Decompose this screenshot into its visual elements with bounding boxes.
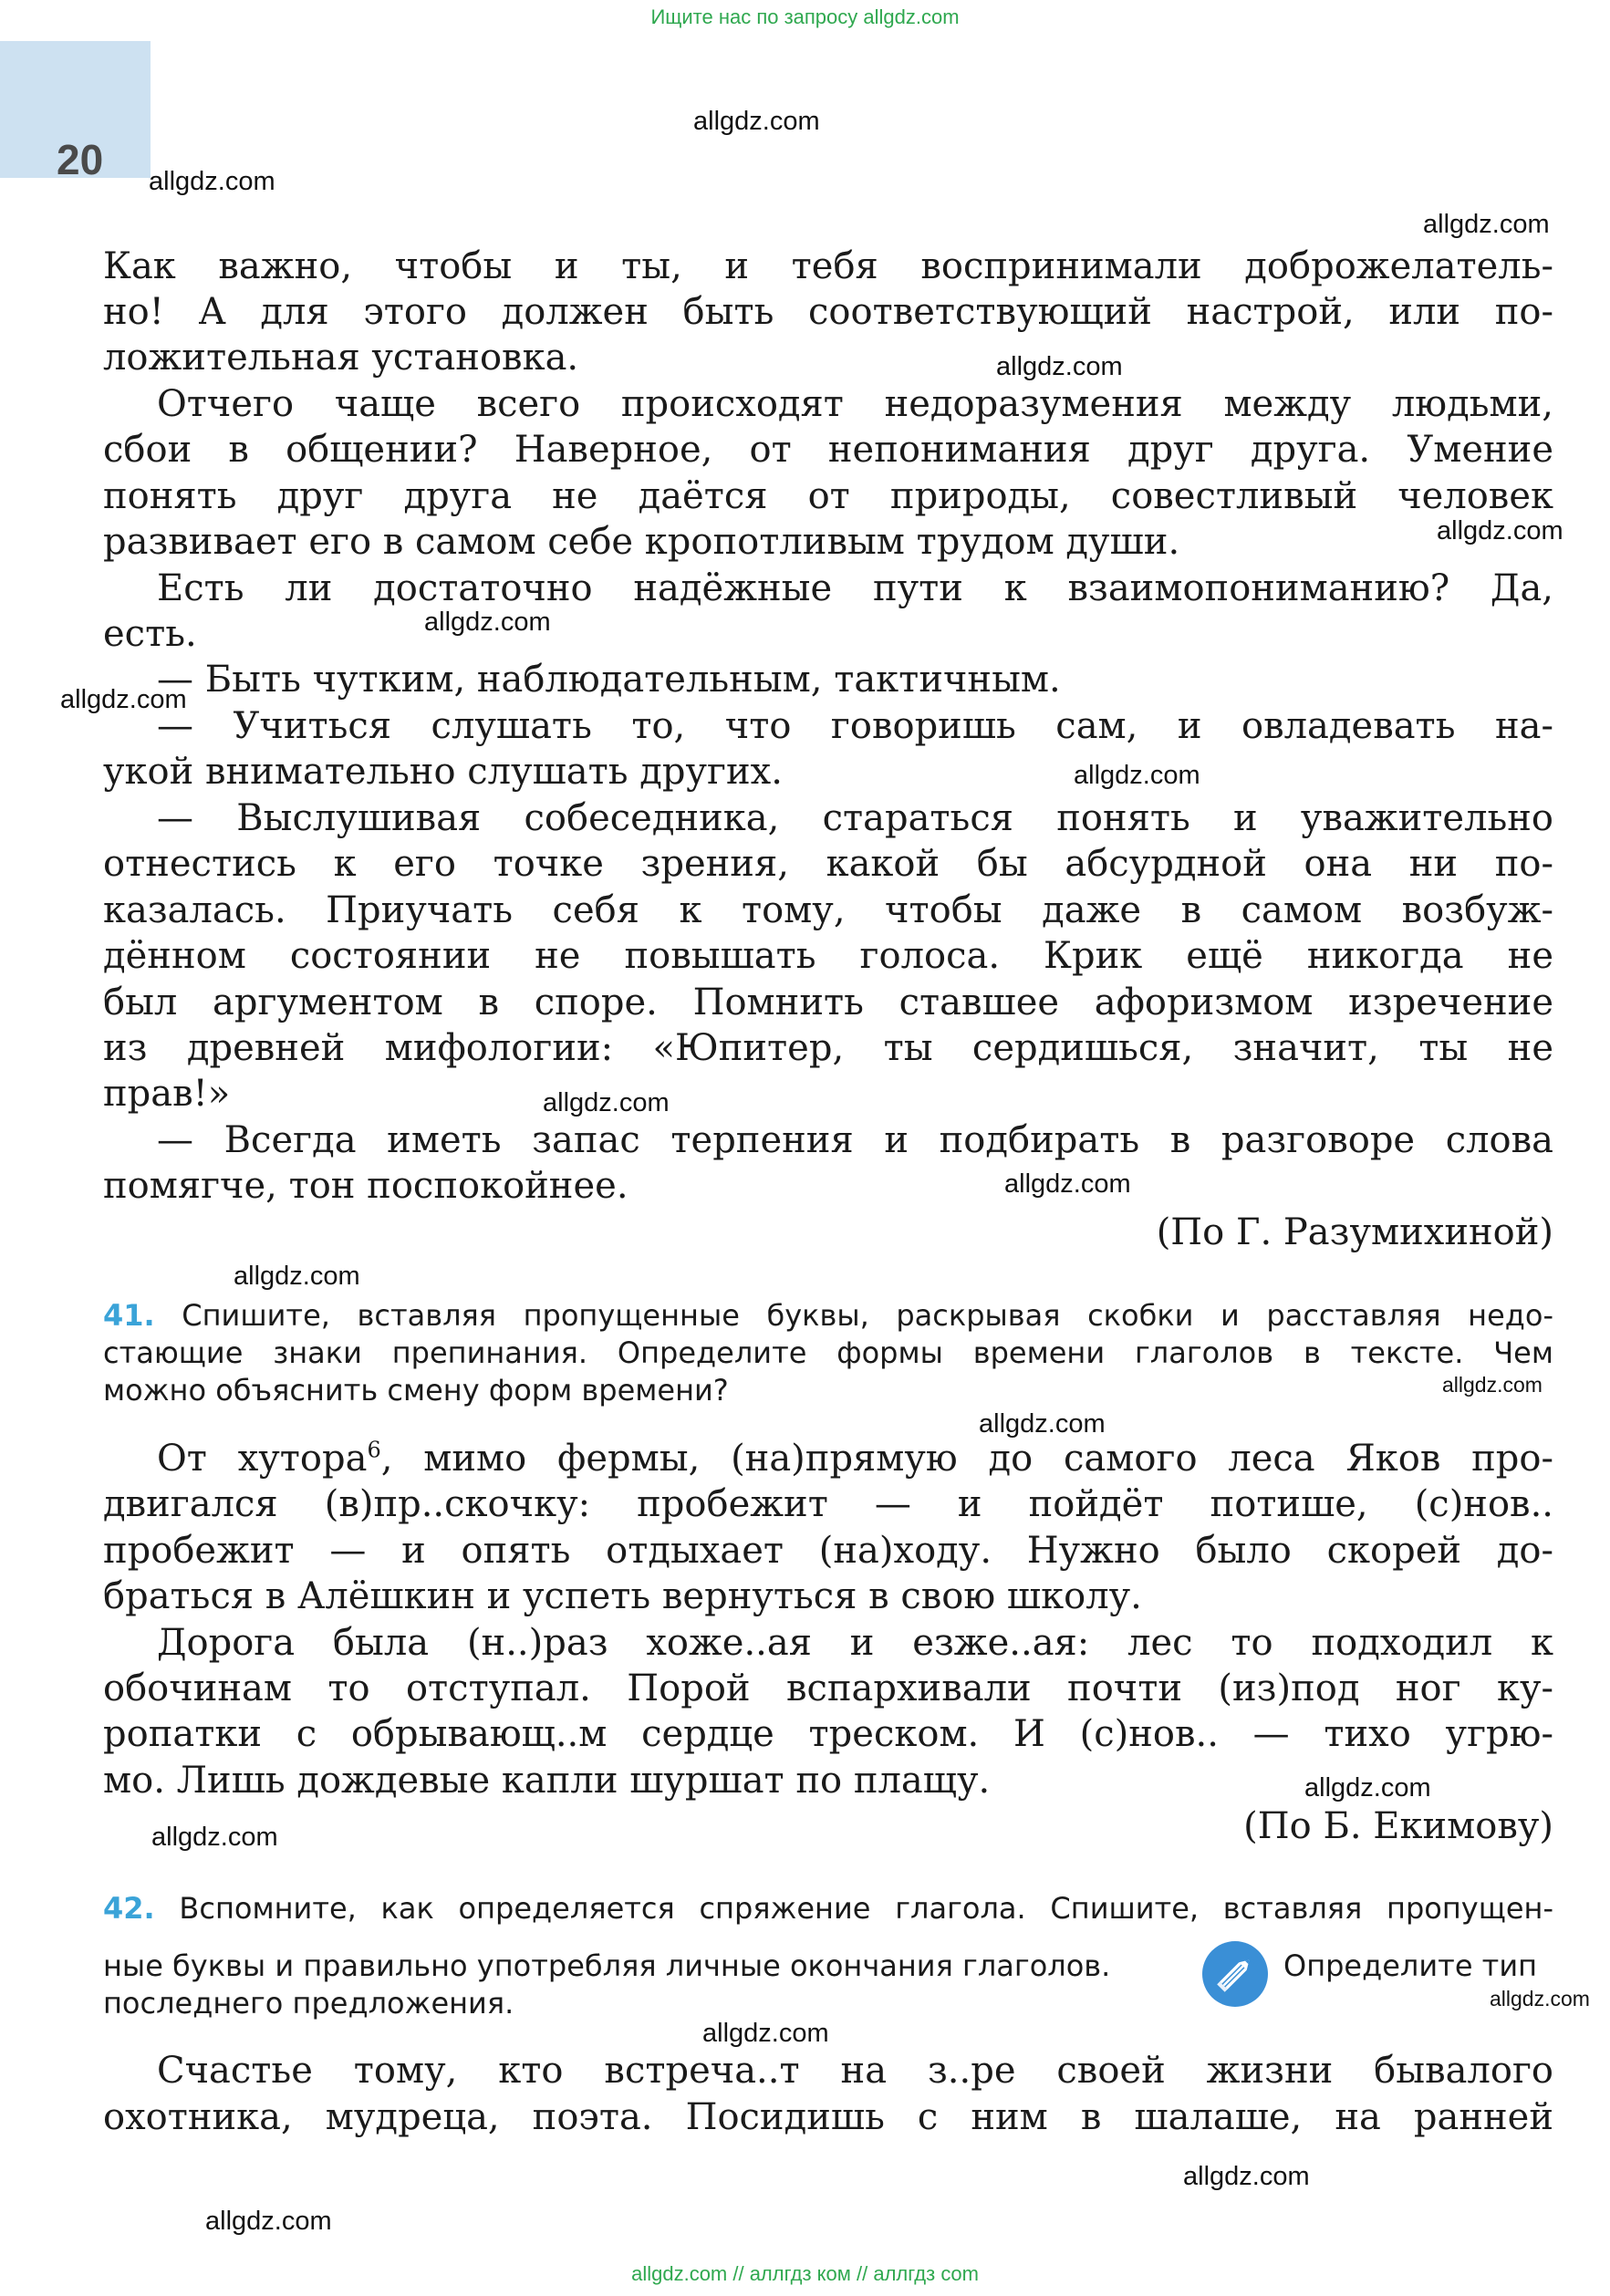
text-line: обочинам то отступал. Порой вспархивали почти (из)под ног ку- [103,1667,1553,1709]
text-line: был аргументом в споре. Помнить ставшее афоризмом изречение [103,982,1553,1023]
text-line: Отчего чаще всего происходят недоразумения между людьми, [157,383,1553,425]
watermark: allgdz.com [1437,516,1563,545]
text-line: Есть ли достаточно надёжные пути к взаимопониманию? Да, [157,567,1553,609]
text-line: сбои в общении? Наверное, от непонимания друг друга. Умение [103,429,1553,471]
watermark: allgdz.com [1074,761,1200,790]
text-line: отнестись к его точке зрения, какой бы абсурдной она ни по- [103,843,1553,885]
text-line: Дорога была (н..)раз хоже..ая и езже..ая: лес то подходил к [157,1622,1553,1664]
task-text: Вспомните, как определяется спряжение глагола. Спишите, вставляя пропущен- [179,1891,1554,1926]
task-line: стающие знаки препинания. Определите формы времени глаголов в тексте. Чем [103,1335,1553,1370]
text-line: укой внимательно слушать других. [103,751,783,793]
watermark: allgdz.com [702,2019,829,2048]
footnote-mark: 6 [367,1437,381,1463]
watermark: allgdz.com [543,1088,670,1117]
text-line: ропатки с обрывающ..м сердце треском. И (с)нов.. — тихо угрю- [103,1713,1553,1755]
watermark: allgdz.com [1004,1169,1131,1199]
text-line: прав!» [103,1073,231,1115]
watermark: allgdz.com [693,107,820,136]
text-segment: , мимо фермы, (на)прямую до самого леса Яков про- [380,1438,1554,1480]
exercise-number: 42. [103,1891,155,1926]
task-line: можно объяснить смену форм времени? [103,1373,729,1408]
text-line [157,1436,1553,1481]
text-line: понять друг друга не даётся от природы, совестливый человек [103,475,1553,517]
watermark: allgdz.com [60,685,187,714]
text-line: развивает его в самом себе кропотливым трудом души. [103,521,1180,563]
watermark: allgdz.com [1304,1773,1431,1803]
watermark: allgdz.com [1442,1373,1542,1397]
exercise-41-task [103,1297,1553,1335]
text-line: мо. Лишь дождевые капли шуршат по плащу. [103,1760,991,1802]
watermark: allgdz.com [996,352,1123,381]
text-line: Счастье тому, кто встреча..т на з..ре своей жизни бывалого [157,2050,1553,2092]
text-line: пробежит — и опять отдыхает (на)ходу. Нужно было скорей до- [103,1530,1553,1572]
text-line: — Выслушивая собеседника, стараться понять и уважительно [157,797,1553,839]
watermark: allgdz.com [424,608,551,637]
watermark: allgdz.com [1490,1987,1590,2010]
text-segment: От хутора [157,1438,368,1480]
watermark: allgdz.com [151,1823,278,1852]
text-line: но! А для этого должен быть соответствующий настрой, или по- [103,291,1553,333]
text-line: дённом состоянии не повышать голоса. Крик ещё никогда не [103,935,1553,977]
page-number: 20 [57,136,104,183]
text-line: казалась. Приучать себя к тому, чтобы даже в самом возбуж- [103,889,1553,931]
watermark: allgdz.com [234,1262,360,1291]
task-line: последнего предложения. [103,1986,514,2021]
text-line: — Быть чутким, наблюдательным, тактичным. [157,659,1061,701]
text-line: — Учиться слушать то, что говоришь сам, и овладевать на- [157,705,1553,747]
watermark: allgdz.com [1183,2162,1310,2191]
task-text: Спишите, вставляя пропущенные буквы, раскрывая скобки и расставляя недо- [182,1298,1554,1333]
text-line: охотника, мудреца, поэта. Посидишь с ним в шалаше, на ранней [103,2096,1553,2138]
task-line: Определите тип [1283,1948,1538,1983]
text-line: ложительная установка. [103,337,579,379]
footer-links[interactable]: allgdz.com // аллгдз ком // аллгдз com [631,2262,979,2285]
text-line: из древней мифологии: «Юпитер, ты сердишься, значит, ты не [103,1027,1553,1069]
text-line: — Всегда иметь запас терпения и подбирать в разговоре слова [157,1119,1553,1161]
search-hint-link[interactable]: Ищите нас по запросу allgdz.com [650,5,960,28]
watermark: allgdz.com [1423,210,1550,239]
text-line: помягче, тон поспокойнее. [103,1165,628,1207]
watermark: allgdz.com [149,167,275,196]
text-line: двигался (в)пр..скочку: пробежит — и пойдёт потише, (с)нов.. [103,1483,1553,1525]
text-line: Как важно, чтобы и ты, и тебя воспринимали доброжелатель- [103,245,1553,287]
text-line: браться в Алёшкин и успеть вернуться в свою школу. [103,1575,1142,1617]
watermark: allgdz.com [979,1409,1106,1439]
attribution: (По Б. Екимову) [1243,1805,1553,1847]
watermark: allgdz.com [205,2207,332,2236]
exercise-number: 41. [103,1298,155,1333]
attribution: (По Г. Разумихиной) [1156,1211,1553,1253]
task-line: ные буквы и правильно употребляя личные окончания глаголов. [103,1948,1111,1983]
text-line: есть. [103,613,197,655]
exercise-42-task [103,1890,1553,1927]
